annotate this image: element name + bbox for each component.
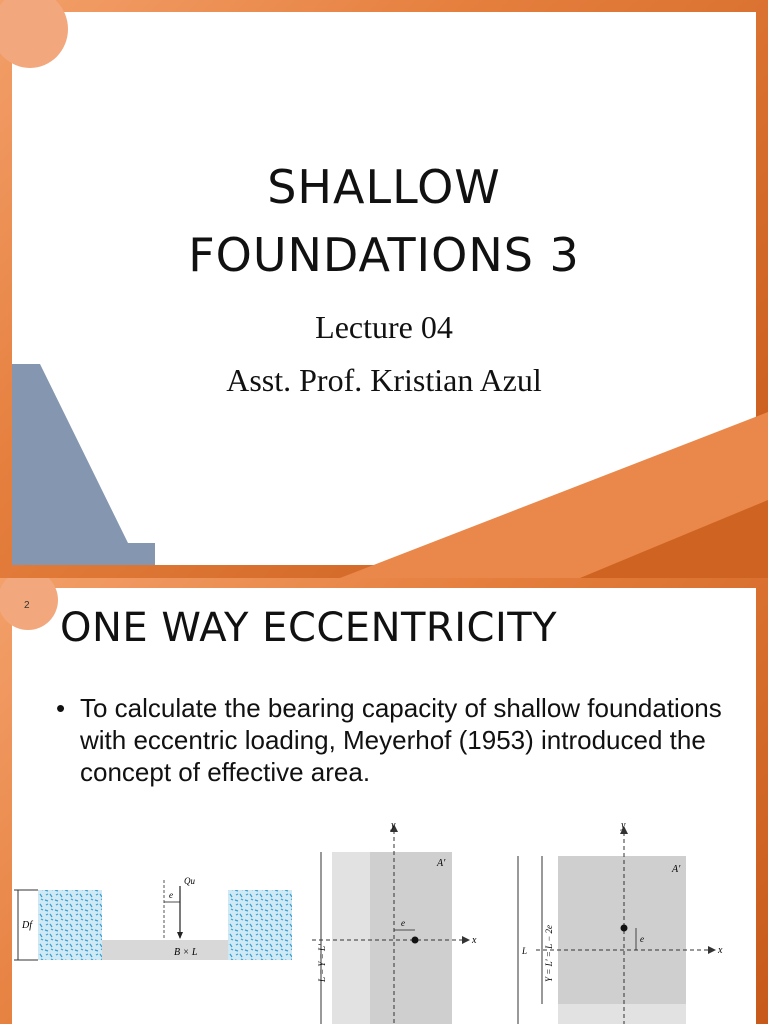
slide-title: ONE WAY ECCENTRICITY [60,605,558,651]
soil-block-right [228,890,292,960]
author-name: Asst. Prof. Kristian Azul [226,362,542,398]
slide-title-line2: FOUNDATIONS 3 [188,228,580,282]
effective-area [370,852,452,1024]
content-slide [0,578,768,1024]
slide-number: 2 [24,600,30,611]
qu-label: Qu [184,876,195,886]
e-label: e [169,890,173,900]
e-label: e [401,918,405,928]
l-dimension-label: L = Y = L′ [317,944,327,982]
e-label: e [640,934,644,944]
bullet-text: To calculate the bearing capacity of shallow foundations with eccentric loading, Meyerhof (1953) introduced the concept of effective area. [80,693,722,787]
plan-view-figure-1 [312,822,482,1024]
bullet-icon: • [56,693,66,723]
footing-section-figure [14,868,299,968]
bullet-item [56,692,746,788]
y-axis-label: y [391,822,396,831]
x-axis-label: x [718,945,723,956]
bxl-label: B × L [174,947,198,958]
soil-block-left [38,890,102,960]
l-dimension-label: L [522,946,528,956]
aprime-label: A′ [672,864,681,875]
reduced-length-label: Y = L′ = L − 2e [544,924,554,982]
footing-base [102,940,228,960]
lecture-number: Lecture 04 [315,309,453,345]
plan-view-figure-2 [512,822,727,1024]
x-axis-label: x [472,935,477,946]
y-axis-label: y [621,822,626,831]
aprime-label: A′ [437,858,446,869]
load-point [412,937,419,944]
df-label: Df [22,920,32,931]
load-point [621,925,628,932]
slide-title-line1: SHALLOW [267,160,501,214]
